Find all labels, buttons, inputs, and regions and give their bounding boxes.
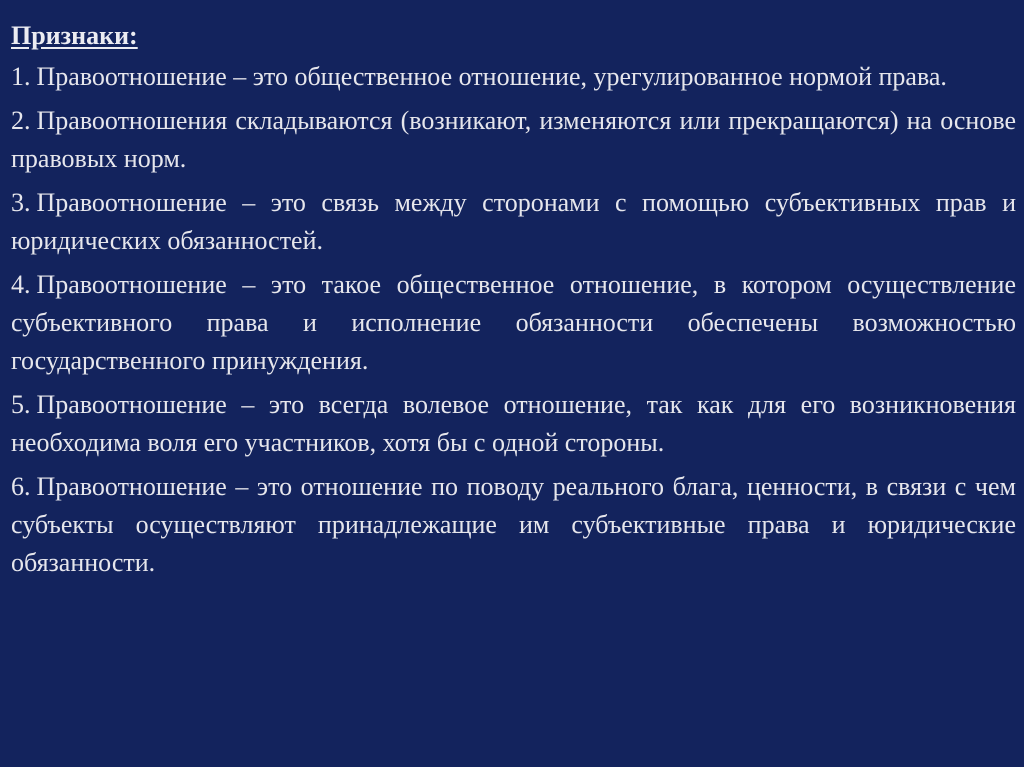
feature-text: Правоотношение – это общественное отношение, урегулированное нормой права.	[36, 62, 947, 91]
feature-number: 4.	[11, 270, 31, 299]
feature-text: Правоотношение – это такое общественное отношение, в котором осуществление субъективного права и исполнение обязанности обеспечены возможностью государственного принуждения.	[11, 270, 1016, 375]
features-list	[11, 58, 1016, 582]
feature-number: 6.	[11, 472, 31, 501]
feature-text: Правоотношения складываются (возникают, изменяются или прекращаются) на основе правовых норм.	[11, 106, 1016, 173]
feature-item-6	[11, 468, 1016, 582]
feature-number: 1.	[11, 62, 31, 91]
feature-item-3	[11, 184, 1016, 260]
feature-text: Правоотношение – это связь между сторонами с помощью субъективных прав и юридических обязанностей.	[11, 188, 1016, 255]
feature-number: 5.	[11, 390, 31, 419]
feature-text: Правоотношение – это всегда волевое отношение, так как для его возникновения необходима воля его участников, хотя бы с одной стороны.	[11, 390, 1016, 457]
slide-heading: Признаки:	[11, 21, 138, 50]
feature-number: 2.	[11, 106, 31, 135]
feature-item-1	[11, 58, 1016, 96]
feature-text: Правоотношение – это отношение по поводу реального блага, ценности, в связи с чем субъекты осуществляют принадлежащие им субъективные права и юридические обязанности.	[11, 472, 1016, 577]
feature-number: 3.	[11, 188, 31, 217]
feature-item-4	[11, 266, 1016, 380]
feature-item-5	[11, 386, 1016, 462]
feature-item-2	[11, 102, 1016, 178]
